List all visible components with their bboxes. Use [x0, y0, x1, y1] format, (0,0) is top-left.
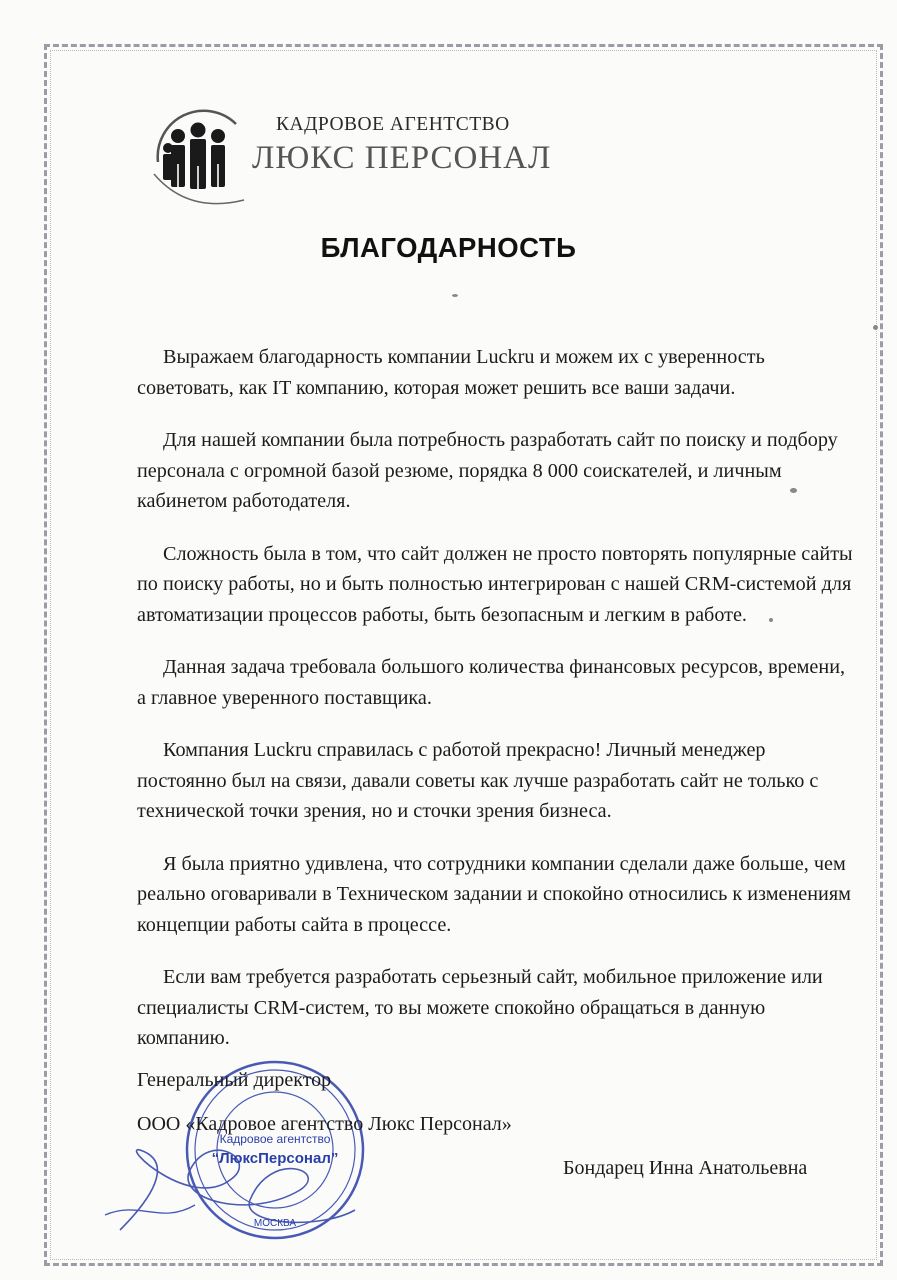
- signatory-name: Бондарец Инна Анатольевна: [563, 1157, 808, 1179]
- signatory-role: Генеральный директор: [137, 1069, 332, 1091]
- logo-text-agency: КАДРОВОЕ АГЕНТСТВО: [276, 114, 510, 135]
- people-group-icon: [148, 104, 248, 214]
- paragraph: Если вам требуется разработать серьезный сайт, мобильное приложение или специалисты CRM-систем, то вы можете спокойно обращаться в данную компанию.: [137, 966, 823, 1049]
- stamp-text-city: МОСКВА: [253, 1218, 297, 1229]
- scan-speck: [790, 488, 797, 493]
- paragraph: Сложность была в том, что сайт должен не просто повторять популярные сайты по поиску работы, но и быть полностью интегрирован с нашей CRM-системой для автоматизации процессов работы, быть безопасным и легким в работе.: [137, 542, 853, 626]
- paragraph: Данная задача требовала большого количества финансовых ресурсов, времени, а главное уверенного поставщика.: [137, 656, 846, 709]
- signatory-organization: ООО «Кадровое агентство Люкс Персонал»: [137, 1113, 512, 1135]
- scan-speck: [769, 618, 773, 622]
- letter-body: [137, 342, 857, 1076]
- scan-speck: [873, 325, 878, 330]
- stamp-text-top: Кадровое агентство: [219, 1132, 331, 1146]
- paragraph: Я была приятно удивлена, что сотрудники компании сделали даже больше, чем реально оговаривали в Техническом задании и спокойно относились к изменениям концепции работы сайта в процессе.: [137, 852, 851, 936]
- scan-speck: [452, 294, 458, 297]
- logo-text-company: ЛЮКС ПЕРСОНАЛ: [252, 140, 552, 176]
- paragraph: Выражаем благодарность компании Luckru и можем их с уверенность советовать, как IT компанию, которая может решить все ваши задачи.: [137, 346, 765, 399]
- stamp-text-main: “ЛюксПерсонал”: [211, 1150, 339, 1167]
- document-title: БЛАГОДАРНОСТЬ: [320, 232, 577, 263]
- paragraph: Для нашей компании была потребность разработать сайт по поиску и подбору персонала с огромной базой резюме, порядка 8 000 соискателей, и личным кабинетом работодателя.: [137, 429, 838, 512]
- paragraph: Компания Luckru справилась с работой прекрасно! Личный менеджер постоянно был на связи, давали советы как лучше разработать сайт не только с технической точки зрения, но и сточки зрения бизнеса.: [137, 739, 819, 822]
- company-logo: [148, 104, 588, 214]
